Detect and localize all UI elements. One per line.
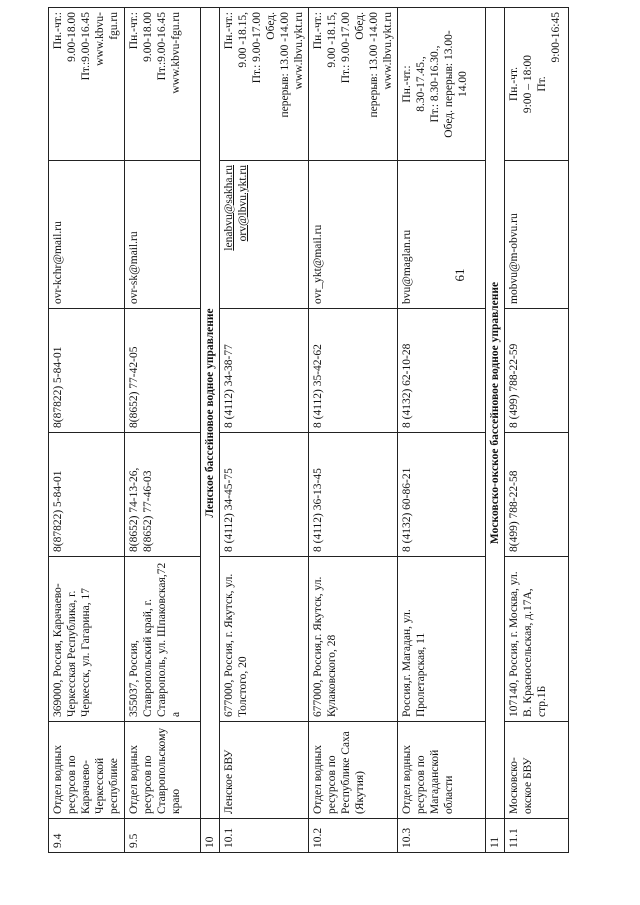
office-hours — [505, 8, 569, 161]
hours-line: 9.00-18.00 — [142, 12, 155, 62]
email-text: ovr_ykt@mail.ru — [312, 224, 325, 304]
office-email — [398, 161, 486, 309]
office-phone: 8 (4112) 36-13-45 — [309, 433, 398, 557]
table-row — [49, 8, 125, 853]
hours-line: www.lbvu.ykt.ru — [382, 12, 395, 90]
office-email — [220, 161, 309, 309]
page-number: 61 — [452, 268, 467, 282]
office-phone: 8(8652) 74-13-26, 8(8652) 77-46-03 — [125, 433, 201, 557]
hours-line: Пн.-чт. — [508, 67, 521, 101]
office-name: Отдел водных ресурсов по Карачаево-Черкесской республике — [49, 722, 125, 819]
row-number: 9.4 — [49, 819, 125, 853]
hours-line: Пт. — [536, 76, 549, 92]
office-email — [505, 161, 569, 309]
office-fax: 8 (499) 788-22-59 — [505, 309, 569, 433]
office-fax: 8 (4112) 35-42-62 — [309, 309, 398, 433]
office-email — [49, 161, 125, 309]
hours-line: 9.00 -18.15, — [326, 12, 339, 68]
office-phone: 8 (4112) 34-45-75 — [220, 433, 309, 557]
hours-line: 9.00 -18.15, — [237, 12, 250, 68]
section-number: 11 — [486, 819, 505, 853]
section-row — [201, 8, 220, 853]
hours-line: Пт.: 9.00-17.00 — [251, 12, 264, 84]
office-hours — [125, 8, 201, 161]
office-email — [309, 161, 398, 309]
office-fax: 8 (4112) 34-38-77 — [220, 309, 309, 433]
email-text: ovr-kchr@mail.ru — [52, 221, 64, 304]
office-name: Ленское БВУ — [220, 722, 309, 819]
office-address: 355037, Россия, Ставропольский край, г. Ставрополь, ул. Шпаковская,72 а — [125, 557, 201, 722]
table-row — [398, 8, 486, 853]
table-row — [125, 8, 201, 853]
table-row — [505, 8, 569, 853]
office-address: 107140, Россия, г. Москва, ул. В. Красносельская, д.17А, стр.1Б — [505, 557, 569, 722]
email-text: mobvu@m-obvu.ru — [508, 213, 521, 304]
hours-line: Пн.-чт.: — [52, 12, 64, 50]
office-address: Россия,г. Магадан, ул. Пролетарская, 11 — [398, 557, 486, 722]
row-number: 10.1 — [220, 819, 309, 853]
section-number: 10 — [201, 819, 220, 853]
row-number: 9.5 — [125, 819, 201, 853]
hours-line: Пт.:9.00-16.45 — [80, 12, 93, 81]
hours-line: Пт.:9.00-16.45 — [156, 12, 169, 81]
office-address: 369000, Россия, Карачаево-Черкесская Республика, г. Черкесск, ул. Гагарина, 17 — [49, 557, 125, 722]
hours-line: перерыв: 13.00 -14.00 — [279, 12, 292, 118]
email-text: bvu@maglan.ru — [401, 229, 414, 304]
office-hours — [309, 8, 398, 161]
office-fax: 8 (4132) 62-10-28 — [398, 309, 486, 433]
hours-line: www.kbvu- — [94, 12, 107, 66]
hours-line: Обед. — [265, 12, 278, 40]
office-phone: 8 (4132) 60-86-21 — [398, 433, 486, 557]
office-phone: 8(87822) 5-84-01 — [49, 433, 125, 557]
office-name: Отдел водных ресурсов по Ставропольскому краю — [125, 722, 201, 819]
hours-line: 9:00-16:45 — [550, 12, 563, 63]
office-fax: 8(8652) 77-42-05 — [125, 309, 201, 433]
office-name: Отдел водных ресурсов по Республике Саха (Якутия) — [309, 722, 398, 819]
table-row — [309, 8, 398, 853]
office-address: 677000, Россия, г. Якутск, ул. Толстого, 20 — [220, 557, 309, 722]
hours-line: Пн.-чт.: — [312, 12, 325, 50]
email-text: ovr-sk@mail.ru — [128, 231, 140, 304]
hours-line: www.lbvu.ykt.ru — [293, 12, 306, 90]
office-phone: 8(499) 788-22-58 — [505, 433, 569, 557]
hours-line: Пт.: 9.00-17.00 — [340, 12, 353, 84]
hours-line: Пн.-чт.: — [128, 12, 140, 50]
office-email — [125, 161, 201, 309]
hours-line: Обед. — [354, 12, 367, 40]
hours-line: Пн.-чт.: — [223, 12, 236, 50]
hours-line: 8.30-17.45., — [415, 56, 428, 112]
office-address: 677000, Россия,г. Якутск, ул. Кулаковского, 28 — [309, 557, 398, 722]
office-hours — [398, 8, 486, 161]
hours-line: 14.00 — [457, 71, 470, 97]
hours-line: 9.00-18.00 — [66, 12, 79, 62]
row-number: 10.3 — [398, 819, 486, 853]
hours-line: перерыв: 13.00 -14.00 — [368, 12, 381, 118]
office-hours — [220, 8, 309, 161]
office-name: Отдел водных ресурсов по Магаданской области — [398, 722, 486, 819]
office-hours — [49, 8, 125, 161]
hours-line: fgu.ru — [108, 12, 121, 40]
email-link[interactable]: lenabvu@sakha.ru — [223, 165, 236, 251]
row-number: 11.1 — [505, 819, 569, 853]
section-title: Московско-окское бассейновое водное управление — [486, 8, 505, 819]
section-row — [486, 8, 505, 853]
hours-line: Пн.-чт.: — [401, 65, 414, 103]
row-number: 10.2 — [309, 819, 398, 853]
email-link[interactable]: orv@lbvu.ykt.ru — [237, 165, 250, 242]
hours-line: 9:00 – 18:00 — [522, 54, 535, 114]
contacts-table — [48, 7, 569, 853]
hours-line: Пт.: 8.30-16.30., — [429, 45, 442, 123]
table-row — [220, 8, 309, 853]
office-fax: 8(87822) 5-84-01 — [49, 309, 125, 433]
hours-line: Обед. перерыв: 13.00- — [443, 30, 456, 138]
office-name: Московско-окское БВУ — [505, 722, 569, 819]
hours-line: www.kbvu-fgu.ru — [170, 12, 183, 94]
section-title: Ленское бассейновое водное управление — [201, 8, 220, 819]
